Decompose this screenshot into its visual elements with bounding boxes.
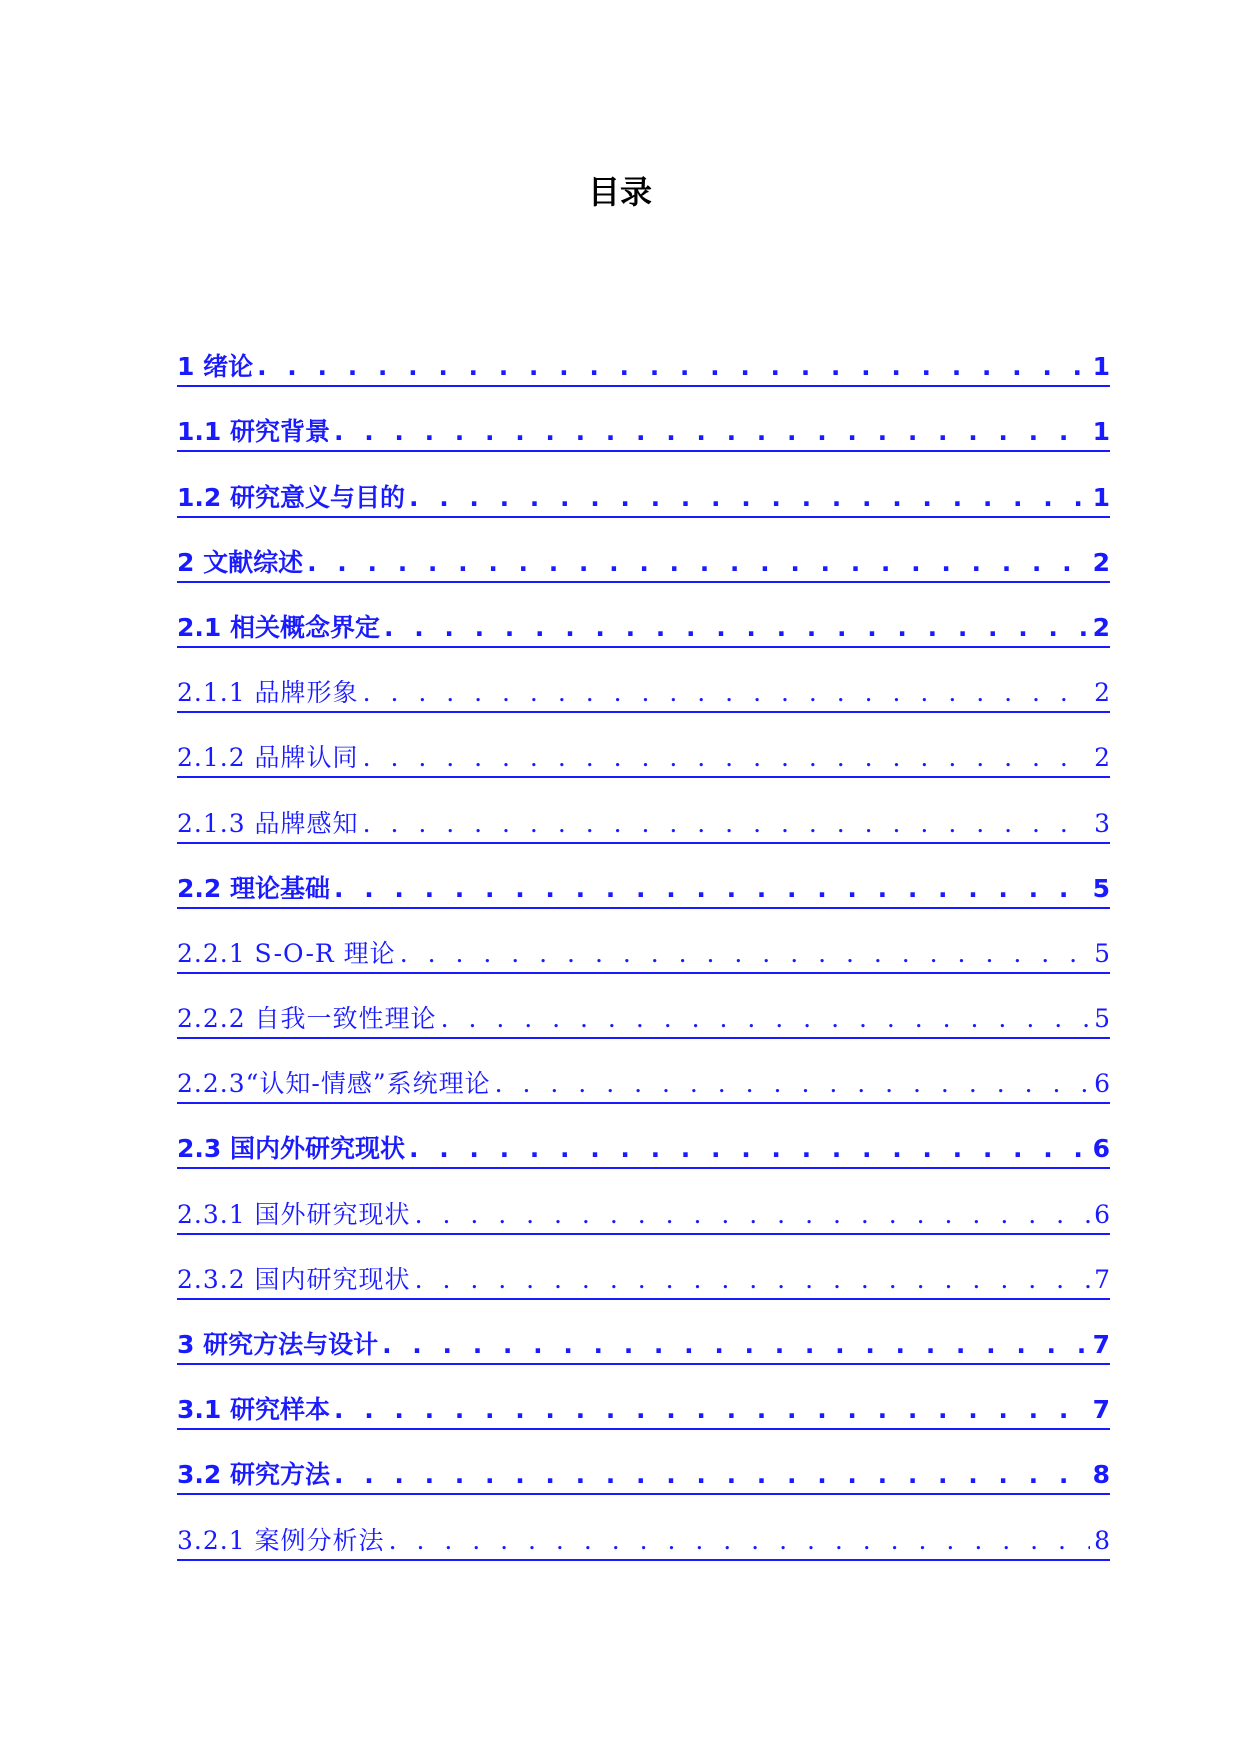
dot-leader bbox=[334, 872, 1089, 906]
toc-entry-label: 1.1 研究背景 bbox=[177, 417, 330, 447]
toc-entry-2-2-1[interactable] bbox=[177, 909, 1110, 974]
toc-page-number: 1 bbox=[1092, 352, 1110, 382]
toc-entry-label: 3.1 研究样本 bbox=[177, 1395, 330, 1425]
dot-leader bbox=[334, 415, 1089, 449]
toc-page-number: 5 bbox=[1092, 873, 1110, 903]
toc-entry-label: 2.2 理论基础 bbox=[177, 873, 330, 903]
dot-leader bbox=[363, 807, 1091, 841]
dot-leader bbox=[384, 611, 1089, 645]
toc-entry-label: 2.2.1 S-O-R 理论 bbox=[177, 938, 396, 968]
toc-page-number: 2 bbox=[1094, 743, 1110, 773]
toc-entry-label: 2.1.1 品牌形象 bbox=[177, 678, 359, 708]
toc-entry-label: 2.1 相关概念界定 bbox=[177, 612, 380, 642]
dot-leader bbox=[495, 1067, 1090, 1101]
toc-entry-3[interactable] bbox=[177, 1300, 1110, 1365]
page-title: 目录 bbox=[587, 173, 652, 211]
toc-entry-2-3-2[interactable] bbox=[177, 1235, 1110, 1300]
toc-page-number: 7 bbox=[1092, 1330, 1110, 1359]
toc-page-number: 5 bbox=[1094, 938, 1110, 968]
toc-entry-2-3[interactable] bbox=[177, 1104, 1110, 1169]
toc-entry-label: 2.3 国内外研究现状 bbox=[177, 1134, 405, 1164]
toc-entry-label: 3.2 研究方法 bbox=[177, 1460, 330, 1490]
toc-entry-2-1-2[interactable] bbox=[177, 713, 1110, 778]
dot-leader bbox=[363, 741, 1091, 775]
toc-entry-2-2[interactable] bbox=[177, 844, 1110, 909]
toc-entry-label: 2.2.2 自我一致性理论 bbox=[177, 1004, 437, 1034]
toc-entry-2-1[interactable] bbox=[177, 583, 1110, 648]
dot-leader bbox=[409, 481, 1089, 515]
dot-leader bbox=[307, 546, 1088, 580]
toc-entry-2-3-1[interactable] bbox=[177, 1169, 1110, 1234]
toc-entry-1-2[interactable] bbox=[177, 452, 1110, 517]
toc-page-number: 2 bbox=[1092, 547, 1110, 577]
toc-entry-2[interactable] bbox=[177, 518, 1110, 583]
dot-leader bbox=[334, 1393, 1089, 1427]
toc-page-number: 8 bbox=[1094, 1525, 1110, 1555]
toc-page-number: 7 bbox=[1092, 1395, 1110, 1425]
toc-page-number: 6 bbox=[1094, 1069, 1110, 1099]
dot-leader bbox=[415, 1263, 1091, 1297]
toc-entry-label: 2.2.3“认知-情感”系统理论 bbox=[177, 1069, 491, 1099]
toc-page-number: 8 bbox=[1092, 1460, 1110, 1490]
toc-page-number: 5 bbox=[1094, 1004, 1110, 1034]
dot-leader bbox=[363, 676, 1091, 710]
toc-page-number: 1 bbox=[1092, 417, 1110, 447]
toc-page-number: 3 bbox=[1094, 808, 1110, 838]
dot-leader bbox=[334, 1458, 1089, 1492]
toc-entry-1[interactable] bbox=[177, 322, 1110, 387]
toc-entry-label: 2.1.2 品牌认同 bbox=[177, 743, 359, 773]
toc-page-number: 2 bbox=[1092, 612, 1110, 642]
toc-entry-label: 2.1.3 品牌感知 bbox=[177, 808, 359, 838]
toc-entry-2-2-2[interactable] bbox=[177, 974, 1110, 1039]
toc-page-number: 1 bbox=[1092, 482, 1110, 512]
dot-leader bbox=[257, 350, 1088, 384]
toc-page-number: 6 bbox=[1092, 1134, 1110, 1164]
toc-entry-label: 3 研究方法与设计 bbox=[177, 1330, 379, 1359]
toc-entry-label: 1.2 研究意义与目的 bbox=[177, 482, 405, 512]
dot-leader bbox=[400, 937, 1090, 971]
dot-leader bbox=[389, 1524, 1091, 1558]
toc-page-number: 7 bbox=[1094, 1264, 1110, 1294]
toc-entry-label: 3.2.1 案例分析法 bbox=[177, 1525, 385, 1555]
toc-entry-2-1-1[interactable] bbox=[177, 648, 1110, 713]
toc-entry-label: 1 绪论 bbox=[177, 352, 254, 382]
dot-leader bbox=[415, 1198, 1091, 1232]
dot-leader bbox=[441, 1002, 1091, 1036]
toc-page-number: 6 bbox=[1094, 1199, 1110, 1229]
toc-entry-2-1-3[interactable] bbox=[177, 778, 1110, 843]
toc-entry-3-2[interactable] bbox=[177, 1430, 1110, 1495]
toc-entry-1-1[interactable] bbox=[177, 387, 1110, 452]
toc-entry-2-2-3[interactable] bbox=[177, 1039, 1110, 1104]
dot-leader bbox=[409, 1132, 1089, 1166]
toc-entry-3-2-1[interactable] bbox=[177, 1495, 1110, 1560]
toc-entry-3-1[interactable] bbox=[177, 1365, 1110, 1430]
table-of-contents bbox=[177, 322, 1110, 1561]
toc-entry-label: 2.3.2 国内研究现状 bbox=[177, 1264, 411, 1294]
toc-page-number: 2 bbox=[1094, 678, 1110, 708]
toc-entry-label: 2.3.1 国外研究现状 bbox=[177, 1199, 411, 1229]
toc-entry-label: 2 文献综述 bbox=[177, 547, 304, 577]
dot-leader bbox=[382, 1328, 1088, 1362]
